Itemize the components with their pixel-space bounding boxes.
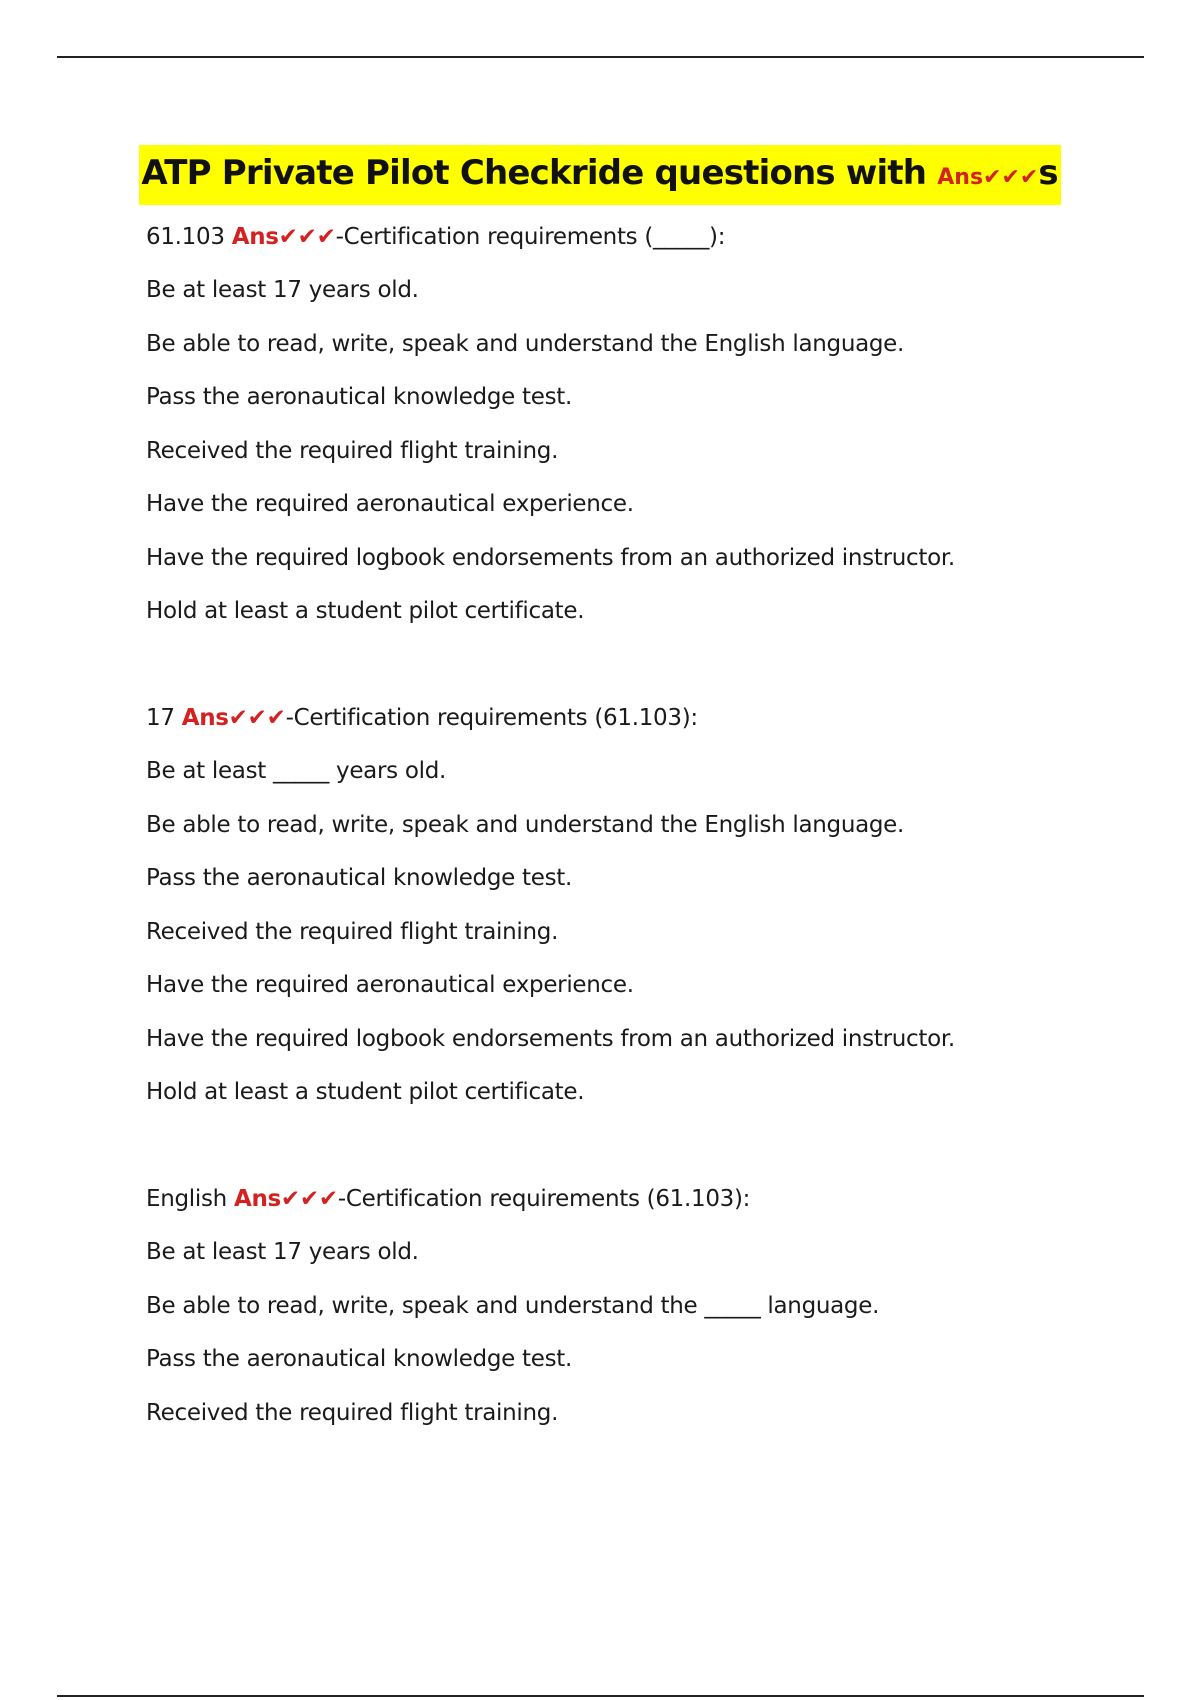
question-line: [146, 222, 725, 252]
requirement-item: Received the required flight training.: [146, 1400, 559, 1426]
requirement-item: Have the required logbook endorsements from an authorized instructor.: [146, 545, 955, 571]
answer-text: 17: [146, 705, 182, 731]
title-text: ATP Private Pilot Checkride questions with: [141, 153, 938, 193]
title-highlight: [139, 145, 1060, 205]
requirement-item: Have the required logbook endorsements from an authorized instructor.: [146, 1026, 955, 1052]
requirement-item: Have the required aeronautical experience.: [146, 491, 634, 517]
requirement-item: Be at least 17 years old.: [146, 1239, 419, 1265]
requirement-item: Hold at least a student pilot certificate.: [146, 1079, 585, 1105]
document-title: [0, 145, 1200, 205]
requirement-item: Be able to read, write, speak and understand the _____ language.: [146, 1293, 880, 1319]
answer-marker: Ans✔✔✔: [233, 1186, 338, 1212]
requirement-item: Be able to read, write, speak and understand the English language.: [146, 812, 905, 838]
requirement-item: Received the required flight training.: [146, 919, 559, 945]
requirement-item: Have the required aeronautical experience.: [146, 972, 634, 998]
answer-marker: Ans✔✔✔: [231, 224, 336, 250]
header-rule: [57, 56, 1144, 58]
requirement-item: Be at least 17 years old.: [146, 277, 419, 303]
requirement-item: Hold at least a student pilot certificate.: [146, 598, 585, 624]
requirement-item: Pass the aeronautical knowledge test.: [146, 384, 572, 410]
footer-rule: [57, 1695, 1144, 1697]
question-text: -Certification requirements (61.103):: [337, 1186, 751, 1212]
question-text: -Certification requirements (_____):: [335, 224, 726, 250]
requirement-item: Pass the aeronautical knowledge test.: [146, 865, 572, 891]
requirement-item: Be at least _____ years old.: [146, 758, 447, 784]
question-line: [146, 703, 698, 733]
answer-text: English: [146, 1186, 234, 1212]
question-line: [146, 1184, 750, 1214]
answer-marker: Ans✔✔✔: [181, 705, 286, 731]
answer-text: 61.103: [146, 224, 232, 250]
requirement-item: Pass the aeronautical knowledge test.: [146, 1346, 572, 1372]
question-text: -Certification requirements (61.103):: [285, 705, 698, 731]
title-suffix: s: [1038, 153, 1059, 193]
requirement-item: Be able to read, write, speak and understand the English language.: [146, 331, 905, 357]
requirement-item: Received the required flight training.: [146, 438, 559, 464]
title-answer-marker: Ans✔✔✔: [937, 165, 1039, 190]
